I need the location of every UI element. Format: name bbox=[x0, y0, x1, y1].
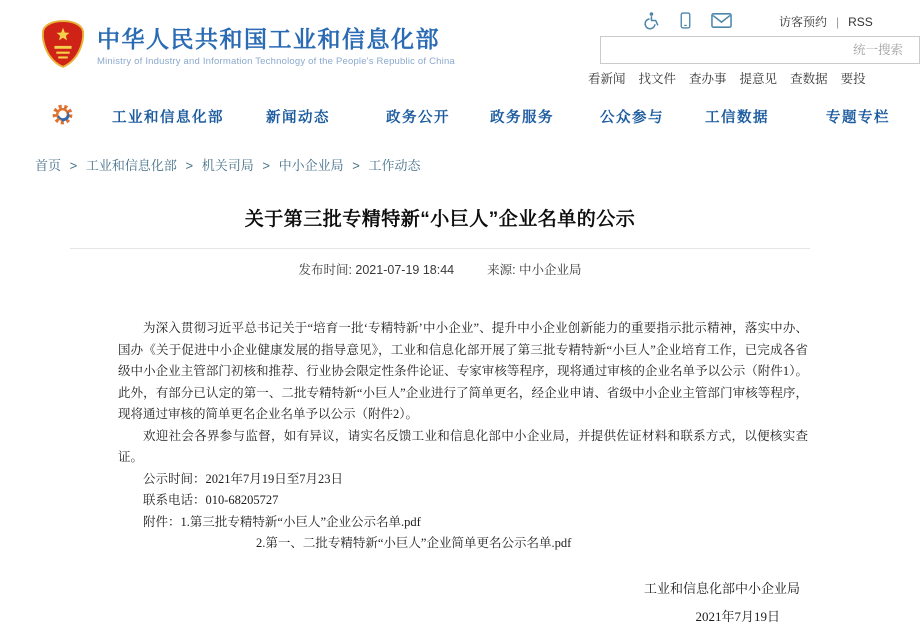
nav-item-miit-data[interactable]: 工信数据 bbox=[705, 110, 769, 126]
site-title: 中华人民共和国工业和信息化部 bbox=[97, 26, 440, 52]
search-tabs bbox=[588, 69, 866, 87]
signature-block bbox=[70, 578, 810, 625]
signature-org: 工业和信息化部中小企业局 bbox=[643, 580, 800, 596]
search-input[interactable] bbox=[601, 37, 919, 63]
tab-data[interactable]: 查数据 bbox=[790, 72, 828, 86]
breadcrumb-separator: > bbox=[352, 158, 360, 173]
paragraph-supervision: 欢迎社会各界参与监督，如有异议，请实名反馈工业和信息化部中小企业局，并提供佐证材料和联系方式，以便核实查证。 bbox=[118, 428, 808, 464]
accessibility-icon[interactable] bbox=[641, 11, 660, 30]
mail-icon[interactable] bbox=[711, 12, 732, 29]
article-body bbox=[118, 318, 808, 555]
nav-item-gov-services[interactable]: 政务服务 bbox=[490, 110, 554, 126]
attachment-link-1[interactable]: 1.第三批专精特新“小巨人”企业公示名单.pdf bbox=[180, 514, 421, 529]
breadcrumb-sme-bureau[interactable]: 中小企业局 bbox=[278, 158, 344, 173]
nav-item-miit[interactable]: 工业和信息化部 bbox=[112, 110, 224, 126]
breadcrumb-miit[interactable]: 工业和信息化部 bbox=[85, 158, 177, 173]
attachments-label: 附件： bbox=[143, 514, 181, 529]
page-title: 关于第三批专精特新“小巨人”企业名单的公示 bbox=[244, 209, 636, 230]
national-emblem-icon bbox=[42, 20, 84, 73]
tab-submit[interactable]: 要投 bbox=[840, 72, 866, 86]
publish-time-label: 发布时间: bbox=[298, 263, 352, 277]
nav-item-news[interactable]: 新闻动态 bbox=[266, 110, 330, 126]
logo-text bbox=[97, 26, 455, 67]
site-logo[interactable] bbox=[42, 20, 455, 73]
article-meta bbox=[70, 260, 810, 278]
rss-link[interactable]: RSS bbox=[848, 14, 873, 29]
tab-news[interactable]: 看新闻 bbox=[588, 72, 626, 86]
unified-search-box bbox=[600, 36, 920, 64]
paragraph-main: 为深入贯彻习近平总书记关于“培育一批‘专精特新’中小企业”、提升中小企业创新能力的重要指示批示精神，落实中办、国办《关于促进中小企业健康发展的指导意见》，工业和信息化部开展了第三批专精特新“小巨人”企业培育工作，已完成各省级中小企业主管部门初核和推荐、行业协会限定性条件论证、专家审核等程序，现将通过审核的企业名单予以公示（附件1）。此外，有部分已认定的第一、二批专精特新“小巨人”企业进行了简单更名，经企业申请、省级中小企业主管部门审核等程序，现将通过审核的简单更名企业名单予以公示（附件2）。 bbox=[118, 321, 808, 421]
visitor-reservation-link[interactable]: 访客预约 bbox=[779, 15, 828, 29]
attachments-line-2 bbox=[118, 533, 808, 555]
tab-services[interactable]: 查办事 bbox=[689, 72, 727, 86]
paragraph-public-period: 公示时间：2021年7月19日至7月23日 bbox=[143, 471, 344, 486]
breadcrumb-separator: > bbox=[69, 158, 78, 173]
header-links bbox=[779, 13, 873, 30]
breadcrumb-work-updates[interactable]: 工作动态 bbox=[368, 158, 421, 173]
site-subtitle: Ministry of Industry and Information Technology of the People's Republic of China bbox=[97, 56, 455, 67]
nav-item-special-topics[interactable]: 专题专栏 bbox=[826, 110, 890, 126]
source-value: 中小企业局 bbox=[519, 263, 582, 277]
paragraph-contact-phone: 联系电话：010-68205727 bbox=[143, 493, 279, 507]
site-header bbox=[0, 0, 895, 95]
attachments-line-1 bbox=[118, 512, 808, 534]
article bbox=[70, 205, 810, 625]
nav-item-gov-disclosure[interactable]: 政务公开 bbox=[386, 110, 450, 126]
title-divider bbox=[70, 248, 810, 249]
publish-time-value: 2021-07-19 18:44 bbox=[355, 263, 455, 277]
breadcrumb-separator: > bbox=[185, 158, 194, 173]
gear-icon[interactable] bbox=[50, 101, 77, 133]
mobile-icon[interactable] bbox=[677, 11, 694, 30]
attachment-link-2[interactable]: 2.第一、二批专精特新“小巨人”企业简单更名公示名单.pdf bbox=[256, 536, 572, 550]
nav-item-public-participation[interactable]: 公众参与 bbox=[600, 110, 664, 126]
main-nav bbox=[0, 98, 895, 132]
breadcrumb-separator: > bbox=[262, 158, 270, 173]
link-separator: | bbox=[836, 14, 840, 29]
signature-date: 2021年7月19日 bbox=[695, 608, 780, 624]
tab-documents[interactable]: 找文件 bbox=[638, 72, 677, 86]
tab-suggestions[interactable]: 提意见 bbox=[739, 72, 778, 86]
source-label: 来源: bbox=[487, 263, 516, 277]
header-utility-icons bbox=[641, 11, 732, 30]
breadcrumb bbox=[35, 155, 420, 174]
breadcrumb-departments[interactable]: 机关司局 bbox=[201, 158, 254, 173]
breadcrumb-home[interactable]: 首页 bbox=[35, 158, 62, 173]
